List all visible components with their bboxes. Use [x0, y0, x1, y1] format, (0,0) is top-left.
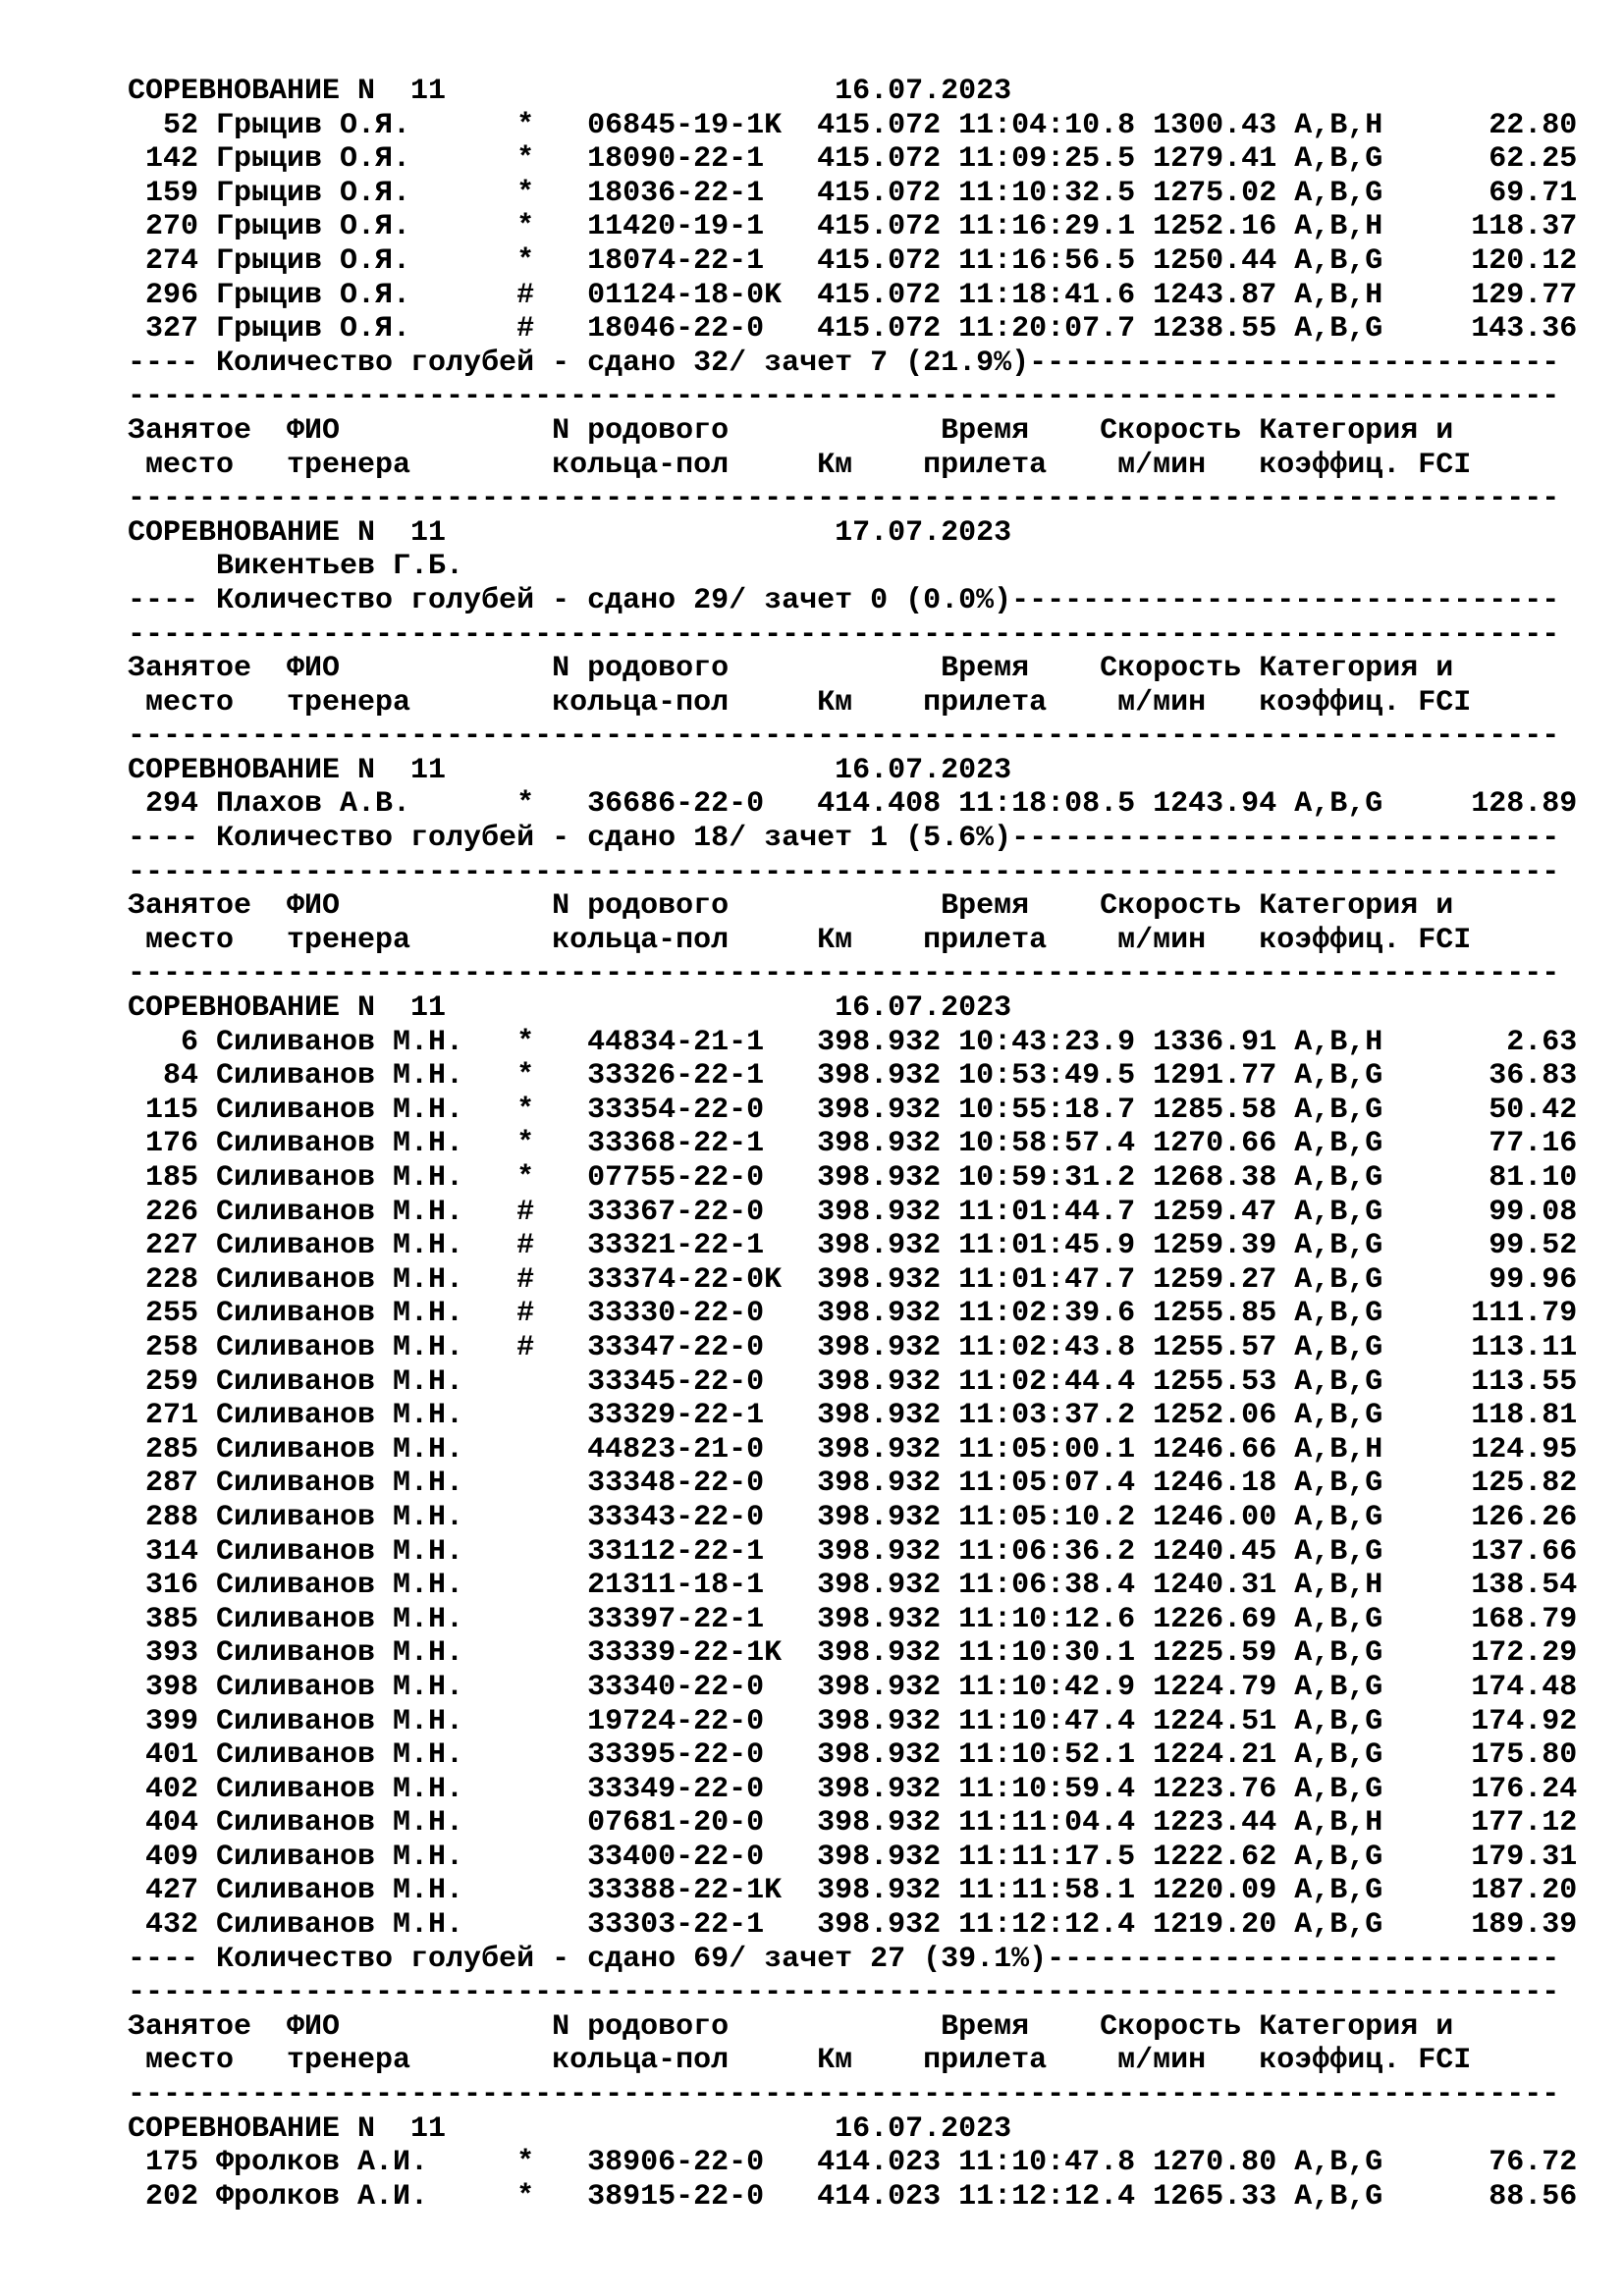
- divider: ---------------------------------------------------------------------------------: [128, 482, 1560, 516]
- result-row: 285 Силиванов М.Н. 44823-21-0 398.932 11:05:00.1 1246.66 A,B,H 124.95: [128, 1432, 1578, 1467]
- result-row: 6 Силиванов М.Н. * 44834-21-1 398.932 10:43:23.9 1336.91 A,B,H 2.63: [128, 1025, 1578, 1059]
- trainer-name: Викентьев Г.Б.: [128, 550, 464, 584]
- results-report: [128, 75, 1600, 2214]
- result-row: 226 Силиванов М.Н. # 33367-22-0 398.932 11:01:44.7 1259.47 A,B,G 99.08: [128, 1195, 1578, 1229]
- divider: ---------------------------------------------------------------------------------: [128, 855, 1560, 889]
- competition-header: СОРЕВНОВАНИЕ N 11 16.07.2023: [128, 75, 1012, 108]
- competition-header: СОРЕВНОВАНИЕ N 11 16.07.2023: [128, 753, 1012, 787]
- pigeon-count-summary: ---- Количество голубей - сдано 18/ зачет 1 (5.6%)-------------------------------: [128, 822, 1560, 856]
- column-header-row-2: место тренера кольца-пол Км прилета м/мин коэффиц. FCI: [128, 2044, 1472, 2078]
- result-row: 159 Грыцив О.Я. * 18036-22-1 415.072 11:10:32.5 1275.02 A,B,G 69.71: [128, 176, 1578, 210]
- result-row: 259 Силиванов М.Н. 33345-22-0 398.932 11:02:44.4 1255.53 A,B,G 113.55: [128, 1364, 1578, 1399]
- divider: ---------------------------------------------------------------------------------: [128, 617, 1560, 652]
- result-row: 176 Силиванов М.Н. * 33368-22-1 398.932 10:58:57.4 1270.66 A,B,G 77.16: [128, 1127, 1578, 1161]
- result-row: 296 Грыцив О.Я. # 01124-18-0K 415.072 11:18:41.6 1243.87 A,B,H 129.77: [128, 278, 1578, 312]
- column-header-row-2: место тренера кольца-пол Км прилета м/мин коэффиц. FCI: [128, 923, 1472, 957]
- result-row: 432 Силиванов М.Н. 33303-22-1 398.932 11:12:12.4 1219.20 A,B,G 189.39: [128, 1908, 1578, 1943]
- divider: ---------------------------------------------------------------------------------: [128, 957, 1560, 991]
- result-row: 316 Силиванов М.Н. 21311-18-1 398.932 11:06:38.4 1240.31 A,B,H 138.54: [128, 1569, 1578, 1603]
- divider: ---------------------------------------------------------------------------------: [128, 380, 1560, 414]
- result-row: 393 Силиванов М.Н. 33339-22-1K 398.932 11:10:30.1 1225.59 A,B,G 172.29: [128, 1636, 1578, 1671]
- column-header-row-1: Занятое ФИО N родового Время Скорость Категория и: [128, 652, 1454, 686]
- divider: ---------------------------------------------------------------------------------: [128, 2078, 1560, 2112]
- pigeon-count-summary: ---- Количество голубей - сдано 32/ зачет 7 (21.9%)------------------------------: [128, 346, 1560, 380]
- result-row: 288 Силиванов М.Н. 33343-22-0 398.932 11:05:10.2 1246.00 A,B,G 126.26: [128, 1500, 1578, 1534]
- competition-header: СОРЕВНОВАНИЕ N 11 16.07.2023: [128, 2111, 1012, 2146]
- result-row: 399 Силиванов М.Н. 19724-22-0 398.932 11:10:47.4 1224.51 A,B,G 174.92: [128, 1704, 1578, 1738]
- divider: ---------------------------------------------------------------------------------: [128, 1976, 1560, 2010]
- result-row: 175 Фролков А.И. * 38906-22-0 414.023 11:10:47.8 1270.80 A,B,G 76.72: [128, 2146, 1578, 2180]
- result-row: 52 Грыцив О.Я. * 06845-19-1K 415.072 11:04:10.8 1300.43 A,B,H 22.80: [128, 108, 1578, 142]
- result-row: 270 Грыцив О.Я. * 11420-19-1 415.072 11:16:29.1 1252.16 A,B,H 118.37: [128, 210, 1578, 244]
- result-row: 255 Силиванов М.Н. # 33330-22-0 398.932 11:02:39.6 1255.85 A,B,G 111.79: [128, 1297, 1578, 1331]
- column-header-row-2: место тренера кольца-пол Км прилета м/мин коэффиц. FCI: [128, 448, 1472, 482]
- result-row: 401 Силиванов М.Н. 33395-22-0 398.932 11:10:52.1 1224.21 A,B,G 175.80: [128, 1738, 1578, 1773]
- result-row: 327 Грыцив О.Я. # 18046-22-0 415.072 11:20:07.7 1238.55 A,B,G 143.36: [128, 312, 1578, 347]
- result-row: 402 Силиванов М.Н. 33349-22-0 398.932 11:10:59.4 1223.76 A,B,G 176.24: [128, 1772, 1578, 1806]
- result-row: 398 Силиванов М.Н. 33340-22-0 398.932 11:10:42.9 1224.79 A,B,G 174.48: [128, 1670, 1578, 1704]
- result-row: 271 Силиванов М.Н. 33329-22-1 398.932 11:03:37.2 1252.06 A,B,G 118.81: [128, 1399, 1578, 1433]
- competition-header: СОРЕВНОВАНИЕ N 11 17.07.2023: [128, 515, 1012, 550]
- column-header-row-1: Занятое ФИО N родового Время Скорость Категория и: [128, 413, 1454, 448]
- result-row: 142 Грыцив О.Я. * 18090-22-1 415.072 11:09:25.5 1279.41 A,B,G 62.25: [128, 142, 1578, 177]
- result-row: 274 Грыцив О.Я. * 18074-22-1 415.072 11:16:56.5 1250.44 A,B,G 120.12: [128, 243, 1578, 278]
- pigeon-count-summary: ---- Количество голубей - сдано 29/ зачет 0 (0.0%)-------------------------------: [128, 583, 1560, 617]
- column-header-row-2: место тренера кольца-пол Км прилета м/мин коэффиц. FCI: [128, 685, 1472, 720]
- result-row: 409 Силиванов М.Н. 33400-22-0 398.932 11:11:17.5 1222.62 A,B,G 179.31: [128, 1840, 1578, 1874]
- result-row: 227 Силиванов М.Н. # 33321-22-1 398.932 11:01:45.9 1259.39 A,B,G 99.52: [128, 1229, 1578, 1263]
- result-row: 404 Силиванов М.Н. 07681-20-0 398.932 11:11:04.4 1223.44 A,B,H 177.12: [128, 1806, 1578, 1841]
- result-row: 427 Силиванов М.Н. 33388-22-1K 398.932 11:11:58.1 1220.09 A,B,G 187.20: [128, 1874, 1578, 1908]
- result-row: 84 Силиванов М.Н. * 33326-22-1 398.932 10:53:49.5 1291.77 A,B,G 36.83: [128, 1059, 1578, 1094]
- result-row: 294 Плахов А.В. * 36686-22-0 414.408 11:18:08.5 1243.94 A,B,G 128.89: [128, 787, 1578, 822]
- column-header-row-1: Занятое ФИО N родового Время Скорость Категория и: [128, 889, 1454, 924]
- result-row: 115 Силиванов М.Н. * 33354-22-0 398.932 10:55:18.7 1285.58 A,B,G 50.42: [128, 1093, 1578, 1127]
- result-row: 228 Силиванов М.Н. # 33374-22-0K 398.932 11:01:47.7 1259.27 A,B,G 99.96: [128, 1262, 1578, 1297]
- result-row: 314 Силиванов М.Н. 33112-22-1 398.932 11:06:36.2 1240.45 A,B,G 137.66: [128, 1534, 1578, 1569]
- column-header-row-1: Занятое ФИО N родового Время Скорость Категория и: [128, 2009, 1454, 2044]
- competition-header: СОРЕВНОВАНИЕ N 11 16.07.2023: [128, 991, 1012, 1026]
- pigeon-count-summary: ---- Количество голубей - сдано 69/ зачет 27 (39.1%)-----------------------------: [128, 1942, 1560, 1976]
- result-row: 202 Фролков А.И. * 38915-22-0 414.023 11:12:12.4 1265.33 A,B,G 88.56: [128, 2179, 1578, 2214]
- divider: ---------------------------------------------------------------------------------: [128, 720, 1560, 754]
- result-row: 287 Силиванов М.Н. 33348-22-0 398.932 11:05:07.4 1246.18 A,B,G 125.82: [128, 1467, 1578, 1501]
- result-row: 185 Силиванов М.Н. * 07755-22-0 398.932 10:59:31.2 1268.38 A,B,G 81.10: [128, 1161, 1578, 1195]
- result-row: 258 Силиванов М.Н. # 33347-22-0 398.932 11:02:43.8 1255.57 A,B,G 113.11: [128, 1330, 1578, 1364]
- result-row: 385 Силиванов М.Н. 33397-22-1 398.932 11:10:12.6 1226.69 A,B,G 168.79: [128, 1602, 1578, 1636]
